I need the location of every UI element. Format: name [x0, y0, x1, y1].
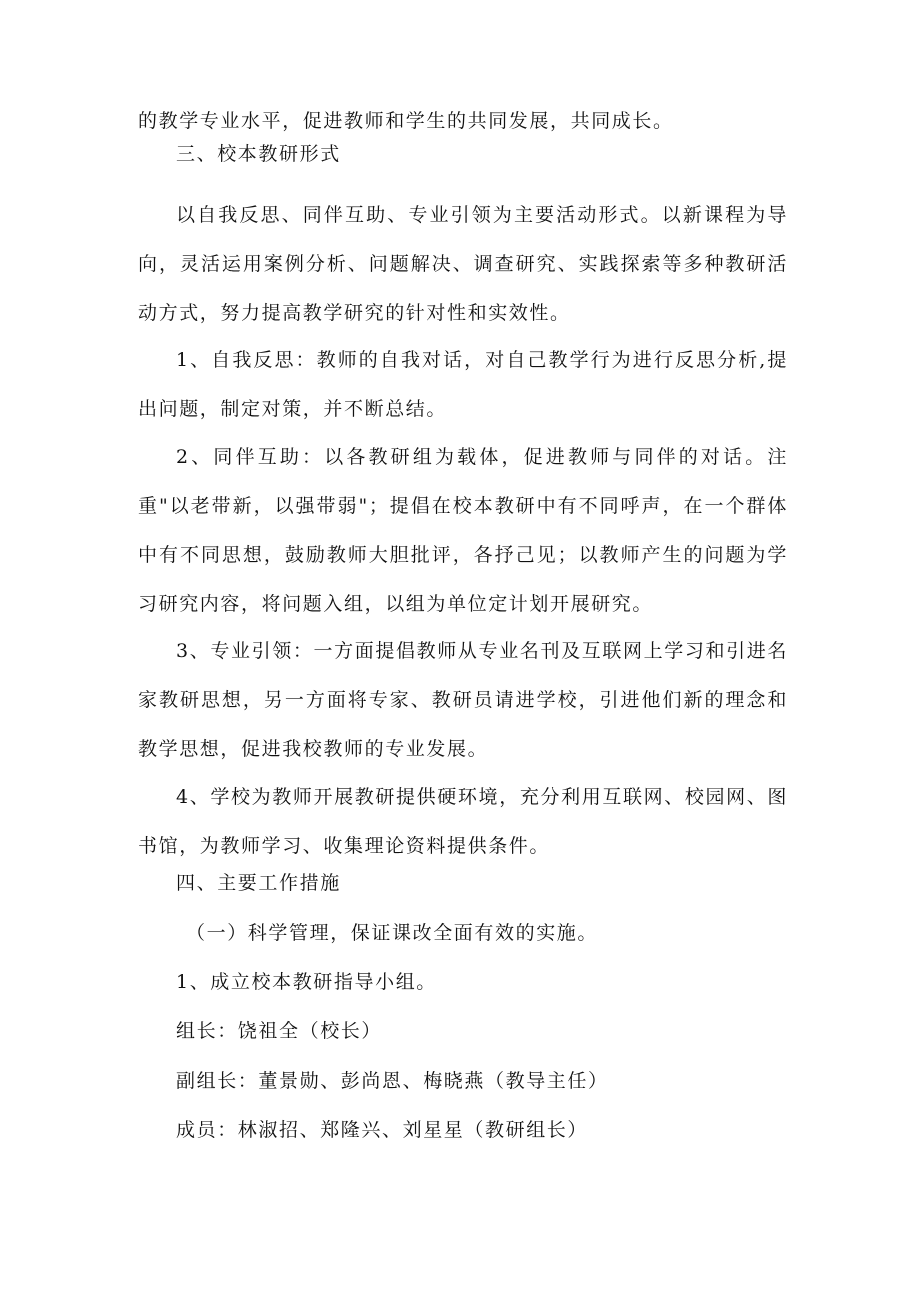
step-establish-group: 1、成立校本教研指导小组。 — [176, 971, 437, 993]
paragraph-forms: 以自我反思、同伴互助、专业引领为主要活动形式。以新课程为导向，灵活运用案例分析、问题解决、调查研究、实践探索等多种教研活动方式，努力提高教学研究的针对性和实效性。 — [138, 204, 788, 324]
list-item-professional-guidance: 3、专业引领：一方面提倡教师从专业名刊及互联网上学习和引进名家教研思想，另一方面将专家、教研员请进学校，引进他们新的理念和教学思想，促进我校教师的专业发展。 — [138, 640, 788, 760]
paragraph-continuation: 的教学专业水平，促进教师和学生的共同发展，共同成长。 — [138, 110, 674, 132]
list-item-peer-support: 2、同伴互助：以各教研组为载体，促进教师与同伴的对话。注重"以老带新，以强带弱"；提倡在校本教研中有不同呼声，在一个群体中有不同思想，鼓励教师大胆批评，各抒己见；以教师产生的问题为学习研究内容，将问题入组，以组为单位定计划开展研究。 — [138, 446, 788, 615]
list-item-self-reflection: 1、自我反思：教师的自我对话，对自己教学行为进行反思分析,提出问题，制定对策，并不断总结。 — [138, 349, 788, 420]
section-heading-measures: 四、主要工作措施 — [176, 872, 341, 894]
list-item-environment: 4、学校为教师开展教研提供硬环境，充分利用互联网、校园网、图书馆，为教师学习、收集理论资料提供条件。 — [138, 786, 788, 857]
group-leader: 组长：饶祖全（校长） — [176, 1020, 383, 1042]
group-vice-leaders: 副组长：董景勋、彭尚恩、梅晓燕（教导主任） — [176, 1070, 609, 1092]
subsection-heading-management: （一）科学管理，保证课改全面有效的实施。 — [186, 922, 599, 944]
group-members: 成员：林淑招、郑隆兴、刘星星（教研组长） — [176, 1119, 589, 1141]
section-heading-forms: 三、校本教研形式 — [176, 143, 341, 165]
